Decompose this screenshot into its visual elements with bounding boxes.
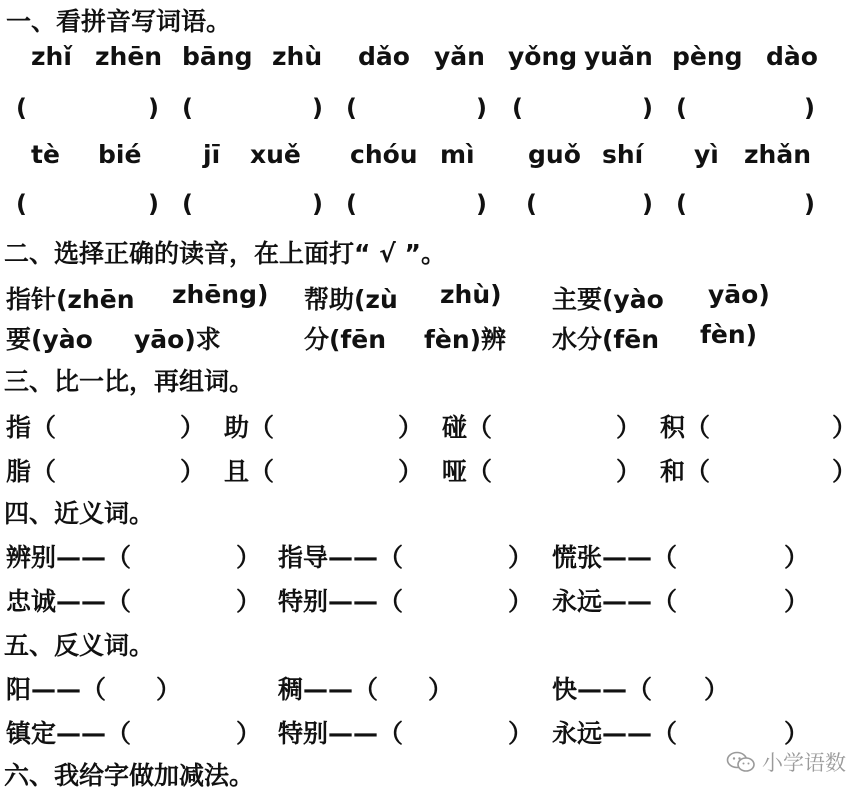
- compare-char: 且（: [224, 457, 275, 486]
- close-paren: ）: [428, 675, 454, 704]
- open-paren: (: [16, 190, 27, 218]
- wechat-icon: [726, 751, 756, 773]
- pinyin-syllable: yuǎn: [584, 42, 653, 71]
- close-paren: ): [476, 94, 487, 122]
- close-paren: ): [148, 94, 159, 122]
- antonym-word: 快——（: [552, 675, 653, 704]
- close-paren: ): [312, 94, 323, 122]
- section-2-title: 二、选择正确的读音，在上面打“ √ ”。: [4, 239, 446, 268]
- reading-choice-item: 主要(yào: [552, 285, 664, 314]
- open-paren: (: [346, 190, 357, 218]
- open-paren: (: [16, 94, 27, 122]
- reading-choice-item: 水分(fēn: [552, 325, 660, 354]
- close-paren: ）: [156, 675, 182, 704]
- pinyin-syllable: bié: [98, 140, 142, 169]
- pinyin-syllable: zhù: [272, 42, 323, 71]
- pinyin-syllable: zhǐ: [31, 42, 72, 71]
- reading-choice-item: 指针(zhēn: [6, 285, 135, 314]
- reading-choice-item: 帮助(zù: [304, 285, 398, 314]
- close-paren: ）: [398, 457, 424, 486]
- close-paren: ): [476, 190, 487, 218]
- compare-char: 碰（: [442, 413, 493, 442]
- reading-choice-item: zhù): [440, 280, 502, 309]
- close-paren: ）: [704, 675, 730, 704]
- synonym-word: 指导——（: [278, 543, 404, 572]
- close-paren: ）: [784, 719, 810, 748]
- reading-choice-item: fèn)辨: [424, 325, 507, 354]
- pinyin-syllable: tè: [31, 140, 60, 169]
- close-paren: ): [804, 190, 815, 218]
- reading-choice-item: zhēng): [172, 280, 269, 309]
- close-paren: ）: [616, 413, 642, 442]
- synonym-word: 永远——（: [552, 587, 678, 616]
- pinyin-syllable: mì: [440, 140, 475, 169]
- close-paren: ): [642, 94, 653, 122]
- pinyin-syllable: pèng: [672, 42, 743, 71]
- close-paren: ）: [832, 413, 858, 442]
- section-3-title: 三、比一比，再组词。: [4, 367, 255, 396]
- watermark-text: 小学语数: [762, 751, 846, 775]
- close-paren: ): [148, 190, 159, 218]
- synonym-word: 辨别——（: [6, 543, 132, 572]
- compare-char: 指（: [6, 413, 57, 442]
- reading-choice-item: 分(fēn: [304, 325, 387, 354]
- close-paren: ）: [236, 543, 262, 572]
- antonym-word: 阳——（: [6, 675, 107, 704]
- open-paren: (: [182, 94, 193, 122]
- synonym-word: 慌张——（: [552, 543, 678, 572]
- close-paren: ）: [784, 587, 810, 616]
- pinyin-syllable: jī: [203, 140, 221, 169]
- compare-char: 积（: [660, 413, 711, 442]
- section-5-title: 五、反义词。: [4, 631, 155, 660]
- reading-choice-item: yāo)求: [134, 325, 221, 354]
- pinyin-syllable: zhǎn: [744, 140, 812, 169]
- antonym-word: 镇定——（: [6, 719, 132, 748]
- section-1-title: 一、看拼音写词语。: [6, 7, 232, 36]
- close-paren: ）: [508, 587, 534, 616]
- compare-char: 和（: [660, 457, 711, 486]
- compare-char: 助（: [224, 413, 275, 442]
- close-paren: ): [312, 190, 323, 218]
- open-paren: (: [676, 94, 687, 122]
- close-paren: ）: [832, 457, 858, 486]
- pinyin-syllable: yì: [694, 140, 719, 169]
- watermark: [726, 747, 846, 777]
- close-paren: ）: [616, 457, 642, 486]
- close-paren: ）: [236, 719, 262, 748]
- reading-choice-item: 要(yào: [6, 325, 93, 354]
- close-paren: ）: [180, 413, 206, 442]
- close-paren: ): [642, 190, 653, 218]
- compare-char: 哑（: [442, 457, 493, 486]
- pinyin-syllable: bāng: [182, 42, 253, 71]
- close-paren: ）: [508, 543, 534, 572]
- synonym-word: 特别——（: [278, 587, 404, 616]
- close-paren: ）: [180, 457, 206, 486]
- close-paren: ）: [398, 413, 424, 442]
- antonym-word: 特别——（: [278, 719, 404, 748]
- close-paren: ）: [508, 719, 534, 748]
- open-paren: (: [676, 190, 687, 218]
- pinyin-syllable: dǎo: [358, 42, 410, 71]
- synonym-word: 忠诚——（: [6, 587, 132, 616]
- reading-choice-item: yāo): [708, 280, 770, 309]
- pinyin-syllable: dào: [766, 42, 818, 71]
- compare-char: 脂（: [6, 457, 57, 486]
- close-paren: ）: [236, 587, 262, 616]
- section-4-title: 四、近义词。: [4, 499, 155, 528]
- section-6-title: 六、我给字做加减法。: [4, 761, 255, 790]
- open-paren: (: [526, 190, 537, 218]
- antonym-word: 永远——（: [552, 719, 678, 748]
- open-paren: (: [182, 190, 193, 218]
- pinyin-syllable: yǒng: [508, 42, 578, 71]
- pinyin-syllable: zhēn: [95, 42, 163, 71]
- pinyin-syllable: guǒ: [528, 140, 581, 169]
- reading-choice-item: fèn): [700, 320, 758, 349]
- pinyin-syllable: chóu: [350, 140, 418, 169]
- close-paren: ): [804, 94, 815, 122]
- pinyin-syllable: xuě: [250, 140, 301, 169]
- antonym-word: 稠——（: [278, 675, 379, 704]
- close-paren: ）: [784, 543, 810, 572]
- pinyin-syllable: shí: [602, 140, 644, 169]
- open-paren: (: [512, 94, 523, 122]
- pinyin-syllable: yǎn: [434, 42, 485, 71]
- open-paren: (: [346, 94, 357, 122]
